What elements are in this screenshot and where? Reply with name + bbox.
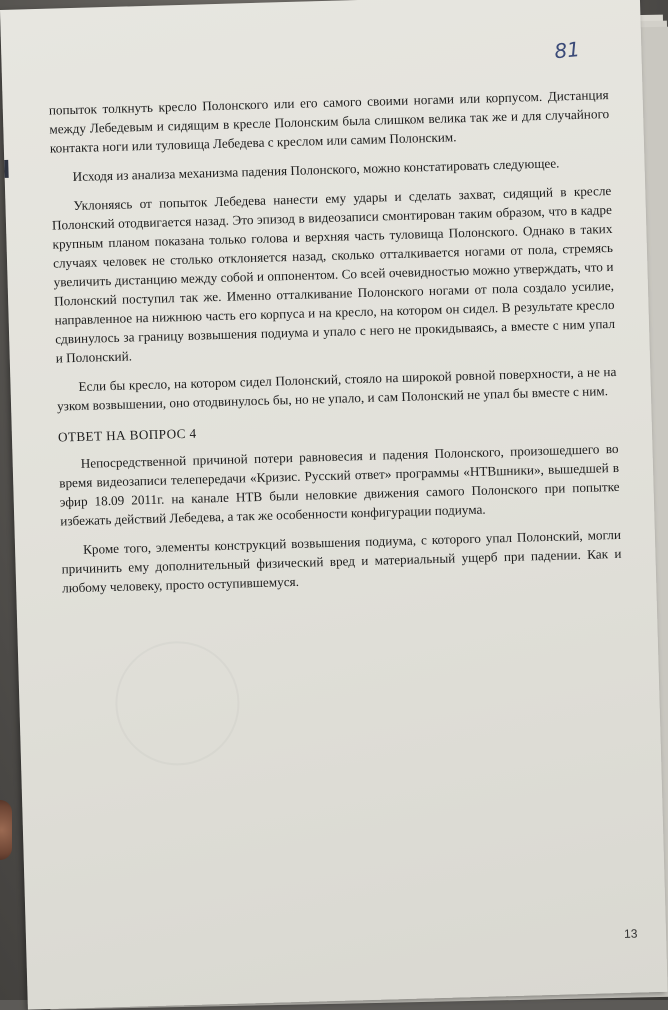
- page-number: 13: [623, 926, 638, 941]
- paragraph: Кроме того, элементы конструкций возвышения подиума, с которого упал Полонский, могли причинить ему дополнительный физический вред и материальный ущерб при падении. Как и любому человеку, просто оступившемуся.: [61, 526, 622, 596]
- paragraph: Если бы кресло, на котором сидел Полонский, стояло на широкой ровной поверхности, а не на узком возвышении, оно отодвинулось бы, но не упало, и сам Полонский не упал бы вместе с ним.: [56, 363, 617, 414]
- document-body: [49, 85, 623, 607]
- handwritten-page-number: 81: [553, 36, 581, 64]
- paragraph: Уклоняясь от попыток Лебедева нанести ему удары и сделать захват, сидящий в кресле Полонский отодвигается назад. Это эпизод в видеозаписи смонтирован таким образом, что в кадре крупным планом показана только голова и верхняя часть туловища Полонского. Однако в таких случаях человек не столько отклоняется назад, сколько отталкивается ногами от пола, стремясь увеличить дистанцию между собой и оппонентом. Со всей очевидностью можно утверждать, что и Полонский поступил так же. Именно отталкивание Полонского ногами от пола создало усилие, направленное на нижнюю часть его корпуса и на кресло, на котором он сидел. В результате кресло сдвинулось за границу возвышения подиума и упало с него не прокидываясь, а вместе с ним упал и Полонский.: [51, 183, 616, 366]
- paragraph: Исходя из анализа механизма падения Полонского, можно констатировать следующее.: [72, 155, 560, 185]
- faint-stamp-ghost: [114, 640, 241, 767]
- paragraph: Непосредственной причиной потери равновесия и падения Полонского, произошедшего во время видеозаписи телепередачи «Кризис. Русский ответ» программы «НТВшники», вышедшей в эфир 18.09 2011г. на канале НТВ были неловкие движения самого Полонского при попытке избежать действий Лебедева, а так же особенности конфигурации подиума.: [59, 440, 620, 529]
- finger-holding-page: [0, 800, 12, 860]
- section-heading: ОТВЕТ НА ВОПРОС 4: [57, 425, 197, 445]
- binding-mark: [4, 160, 9, 178]
- paragraph: попыток толкнуть кресло Полонского или его самого своими ногами или корпусом. Дистанция между Лебедевым и сидящим в кресле Полонским была слишком велика так же и для случайного контакта ноги или туловища Лебедева с креслом или самим Полонским.: [48, 87, 610, 156]
